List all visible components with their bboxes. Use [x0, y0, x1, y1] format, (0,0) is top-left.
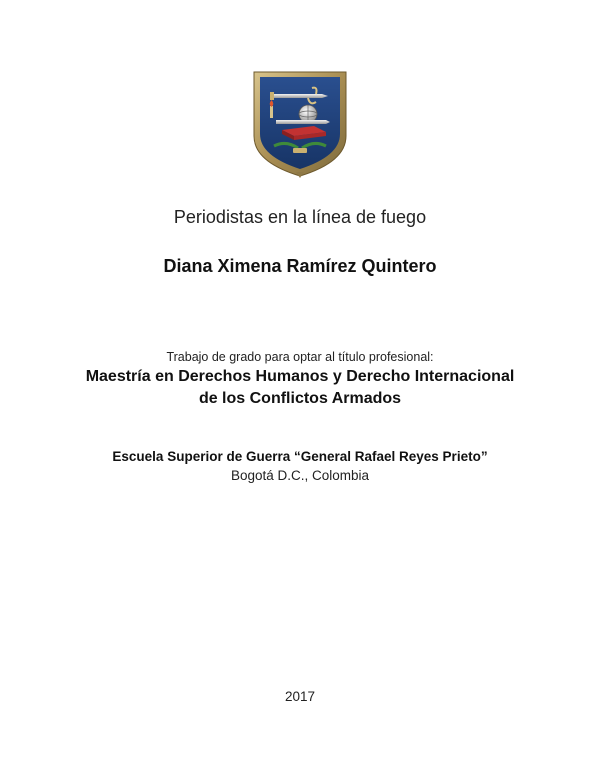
author-name: Diana Ximena Ramírez Quintero [163, 256, 437, 276]
degree-title-line-2: de los Conflictos Armados [198, 390, 402, 407]
institution-name: Escuela Superior de Guerra “General Rafael Reyes Prieto” [112, 449, 488, 464]
institution-location: Bogotá D.C., Colombia [230, 468, 370, 483]
degree-title-line-1: Maestría en Derechos Humanos y Derecho Internacional [85, 368, 515, 385]
degree-purpose-text: Trabajo de grado para optar al título profesional: [166, 350, 434, 364]
thesis-title: Periodistas en la línea de fuego [173, 207, 427, 227]
publication-year: 2017 [284, 689, 316, 704]
military-school-crest-icon [252, 70, 348, 178]
